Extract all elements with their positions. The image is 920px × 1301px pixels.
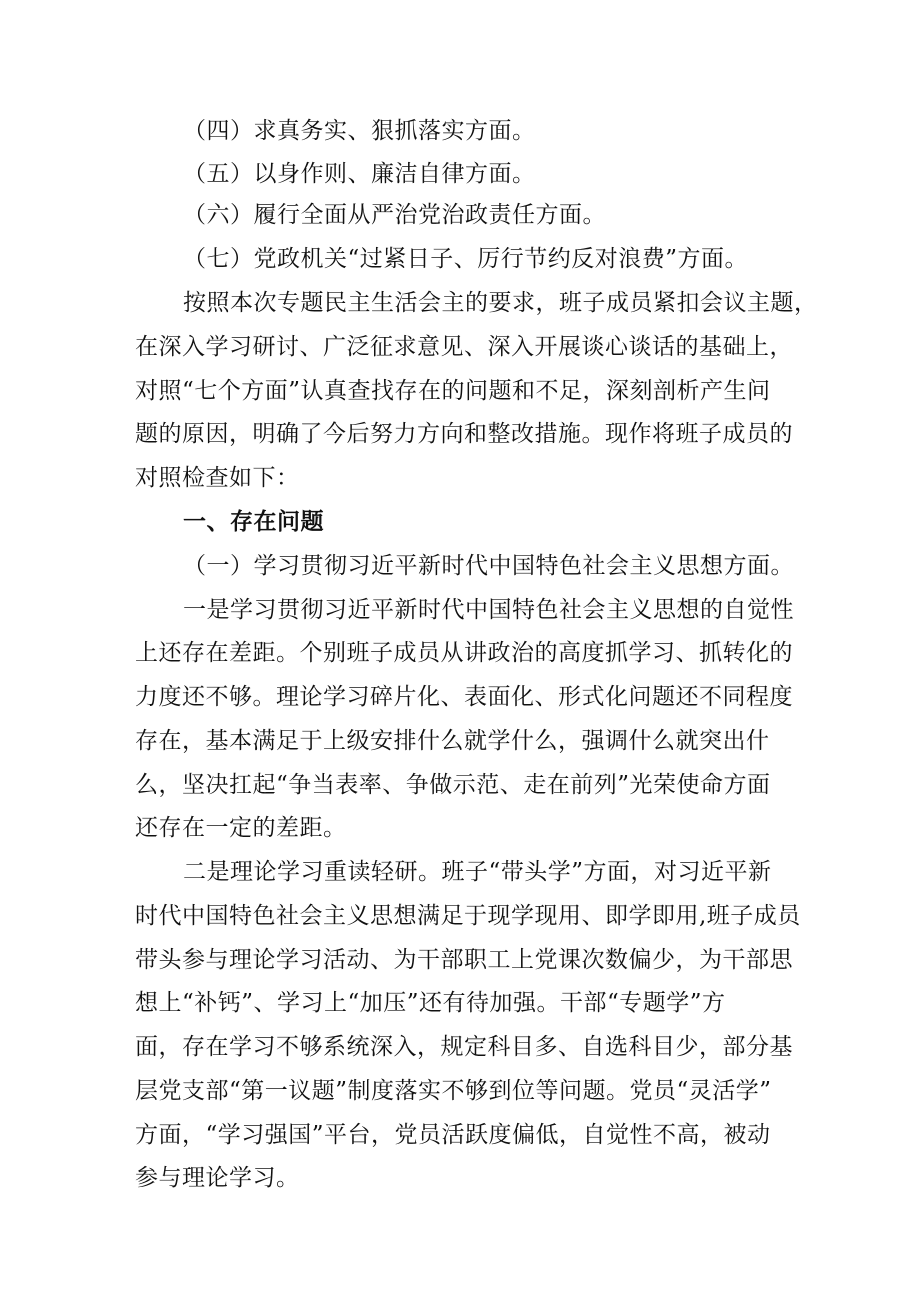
point-one-line: 还存在一定的差距。 — [135, 815, 347, 841]
point-two-line: 参与理论学习。 — [135, 1165, 300, 1191]
section-item-7: （七）党政机关“过紧日子、厉行节约反对浪费”方面。 — [183, 246, 749, 272]
section-item-6: （六）履行全面从严治党治政责任方面。 — [183, 202, 606, 228]
section-item-4: （四）求真务实、狠抓落实方面。 — [183, 118, 536, 144]
point-one-line: 力度还不够。理论学习碎片化、表面化、形式化问题还不同程度 — [135, 684, 793, 710]
intro-paragraph-line: 题的原因，明确了今后努力方向和整改措施。现作将班子成员的 — [135, 421, 793, 447]
point-two-line: 二是理论学习重读轻研。班子“带头学”方面，对习近平新 — [183, 859, 772, 885]
point-two-line: 想上“补钙”、学习上“加压”还有待加强。干部“专题学”方 — [135, 990, 726, 1016]
point-two-line: 带头参与理论学习活动、为干部职工上党课次数偏少，为干部思 — [135, 947, 793, 973]
point-two-line: 时代中国特色社会主义思想满足于现学现用、即学即用,班子成员 — [135, 903, 801, 929]
intro-paragraph-line: 按照本次专题民主生活会主的要求，班子成员紧扣会议主题， — [183, 290, 818, 316]
intro-paragraph-line: 在深入学习研讨、广泛征求意见、深入开展谈心谈话的基础上， — [135, 334, 793, 360]
point-one-line: 么，坚决扛起“争当表率、争做示范、走在前列”光荣使命方面 — [135, 772, 771, 798]
intro-paragraph-line: 对照“七个方面”认真查找存在的问题和不足，深刻剖析产生问 — [135, 378, 771, 404]
point-one-line: 上还存在差距。个别班子成员从讲政治的高度抓学习、抓转化的 — [135, 640, 793, 666]
subsection-heading: （一）学习贯彻习近平新时代中国特色社会主义思想方面。 — [183, 553, 794, 579]
intro-paragraph-line: 对照检查如下： — [135, 465, 300, 491]
section-item-5: （五）以身作则、廉洁自律方面。 — [183, 161, 536, 187]
point-two-line: 层党支部“第一议题”制度落实不够到位等问题。党员“灵活学” — [135, 1078, 772, 1104]
point-two-line: 面，存在学习不够系统深入，规定科目多、自选科目少，部分基 — [135, 1034, 793, 1060]
section-heading: 一、存在问题 — [183, 509, 324, 535]
point-one-line: 存在，基本满足于上级安排什么就学什么，强调什么就突出什 — [135, 728, 770, 754]
point-two-line: 方面，“学习强国”平台，党员活跃度偏低，自觉性不高，被动 — [135, 1122, 771, 1148]
point-one-line: 一是学习贯彻习近平新时代中国特色社会主义思想的自觉性 — [183, 597, 794, 623]
